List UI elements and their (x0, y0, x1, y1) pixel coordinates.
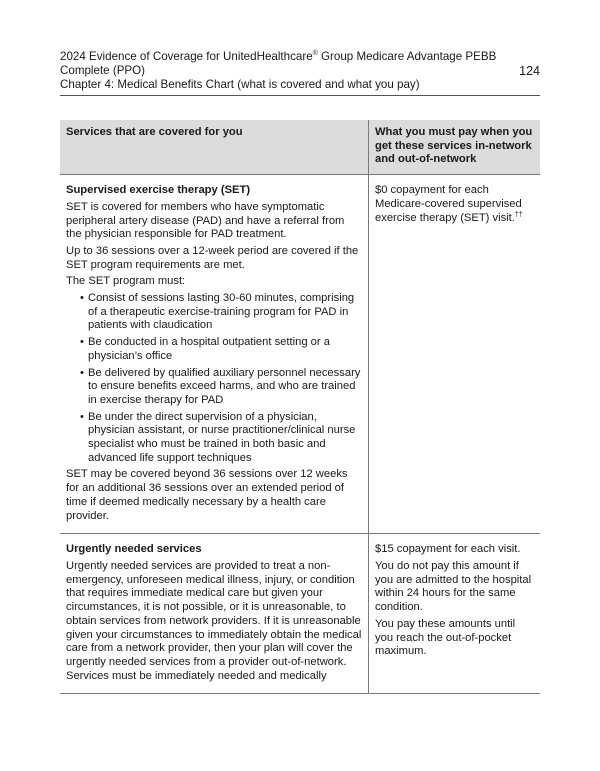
page-header (60, 50, 540, 92)
service-description-cell (60, 534, 369, 694)
paragraph: The SET program must: (66, 275, 186, 288)
paragraph: Urgently needed services are provided to treat a non-emergency, unforeseen medical illness, injury, or condition that requires immediate medical care but given your circumstances, it is not possible, or it is unreasonable, to obtain services from network providers. If it is unreasonable given your circumstances to immediately obtain the medical care from a network provider, then your plan will cover the urgently needed services from a provider out-of-network. Services must be immediately needed and medically (66, 559, 362, 682)
list-item: • Consist of sessions lasting 30-60 minutes, comprising of a therapeutic exercise-training program for PAD in patients with claudication (66, 292, 362, 333)
requirements-list (66, 292, 362, 465)
cost-value: $0 copayment for each Medicare-covered supervised exercise therapy (SET) visit. (375, 184, 522, 224)
service-title: Supervised exercise therapy (SET) (66, 184, 251, 197)
service-title: Urgently needed services (66, 543, 202, 556)
paragraph: SET is covered for members who have symptomatic peripheral artery disease (PAD) and have a referral from the physician responsible for PAD treatment. (66, 200, 345, 241)
chapter-row (60, 64, 540, 92)
cost-cell (369, 534, 541, 694)
registered-mark: ® (312, 50, 318, 58)
cost-text (375, 184, 534, 225)
services-column-header: Services that are covered for you (60, 120, 369, 175)
chapter-title: Chapter 4: Medical Benefits Chart (what is covered and what you pay) (60, 78, 420, 91)
table-row (60, 175, 540, 534)
cost-cell (369, 175, 541, 534)
document-title (60, 50, 530, 78)
document-title-text-2: Group Medicare Advantage PEBB Complete (PPO) (60, 50, 497, 77)
list-item: • Be delivered by qualified auxiliary personnel necessary to ensure benefits exceed harms, and who are trained in exercise therapy for PAD (66, 367, 362, 408)
cost-column-header: What you must pay when you get these services in-network and out-of-network (369, 120, 541, 175)
list-item: • Be under the direct supervision of a physician, physician assistant, or nurse practitioner/clinical nurse specialist who must be trained in both basic and advanced life support techniques (66, 411, 362, 466)
page-number: 124 (519, 64, 540, 78)
cost-text: You pay these amounts until you reach the out-of-pocket maximum. (375, 617, 516, 658)
header-divider (60, 95, 540, 96)
document-title-text: 2024 Evidence of Coverage for UnitedHealthcare (60, 50, 313, 63)
cost-text: $15 copayment for each visit. (375, 543, 521, 556)
list-item: • Be conducted in a hospital outpatient setting or a physician’s office (66, 336, 362, 363)
paragraph: SET may be covered beyond 36 sessions over 12 weeks for an additional 36 sessions over an extended period of time if deemed medically necessary by a health care provider. (66, 468, 348, 522)
benefits-table (60, 120, 540, 694)
table-row (60, 534, 540, 694)
service-description-cell (60, 175, 369, 534)
table-header-row (60, 120, 540, 175)
footnote-mark: †† (514, 210, 523, 218)
cost-text: You do not pay this amount if you are admitted to the hospital within 24 hours for the same condition. (375, 559, 532, 614)
paragraph: Up to 36 sessions over a 12-week period are covered if the SET program requirements are met. (66, 244, 359, 271)
